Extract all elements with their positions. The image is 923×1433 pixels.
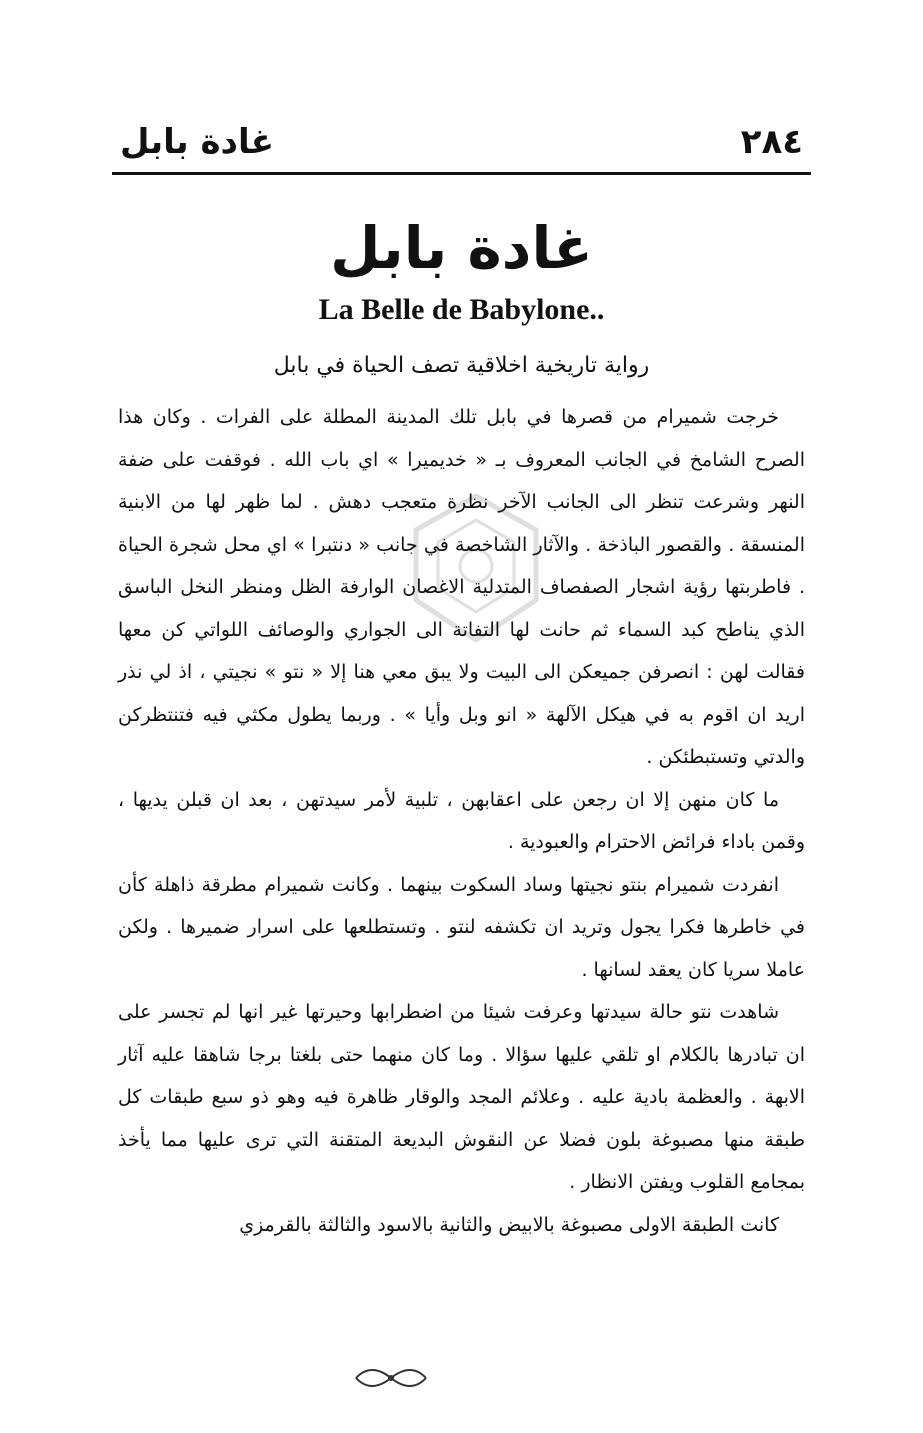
body-text	[118, 396, 805, 1246]
running-head	[120, 112, 803, 172]
paragraph: انفردت شميرام بنتو نجيتها وساد السكوت بينهما . وكانت شميرام مطرقة ذاهلة كأن في خاطرها فكرا يجول وتريد ان تكشفه لنتو . وتستطلعها على اسرار ضميرها . ولكن عاملا سريا كان يعقد لسانها .	[118, 873, 805, 981]
paragraph: شاهدت نتو حالة سيدتها وعرفت شيئا من اضطرابها وحيرتها غير انها لم تجسر على ان تبادرها بالكلام او تلقي عليها سؤالا . وما كان منهما حتى بلغتا برجا شاهقا عليه آثار الابهة . والعظمة بادية عليه . وعلائم المجد والوقار ظاهرة فيه وهو ذو سبع طبقات كل طبقة منها مصبوغة بلون فضلا عن النقوش البديعة المتقنة التي ترى عليها مما يأخذ بمجامع القلوب ويفتن الانظار .	[118, 1001, 805, 1193]
header-rule	[112, 172, 811, 175]
paragraph: خرجت شميرام من قصرها في بابل تلك المدينة المطلة على الفرات . وكان هذا الصرح الشامخ في الجانب المعروف بـ « خديميرا » اي باب الله . فوقفت على ضفة النهر وشرعت تنظر الى الجانب الآخر نظرة متعجب دهش . لما ظهر لها من الابنية المنسقة . والقصور الباذخة . والآثار الشاخصة في جانب « دنتبرا » اي محل شجرة الحياة . فاطربتها رؤية اشجار الصفصاف المتدلية الاغصان الوارفة الظل ومنظر النخل الباسق الذي يناطح كبد السماء ثم حانت لها التفاتة الى الجواري والوصائف اللواتي كن معها فقالت لهن : انصرفن جميعكن الى البيت ولا يبق معي هنا إلا « نتو » نجيتي ، اذ لي نذر اريد ان اقوم به في هيكل الآلهة « انو وبل وأيا » . وربما يطول مكثي فيه فتنتظركن والدتي وتستبطئكن .	[118, 406, 805, 768]
ornament-icon	[346, 1358, 436, 1398]
page-number: ٢٨٤	[740, 122, 803, 162]
paragraph: كانت الطبقة الاولى مصبوغة بالابيض والثانية بالاسود والثالثة بالقرمزي	[239, 1213, 779, 1236]
chapter-title: غادة بابل	[330, 214, 593, 282]
latin-title: La Belle de Babylone..	[318, 293, 605, 326]
paragraph: ما كان منهن إلا ان رجعن على اعقابهن ، تلبية لأمر سيدتهن ، بعد ان قبلن يديها ، وقمن باداء فرائض الاحترام والعبودية .	[118, 788, 805, 853]
running-title: غادة بابل	[120, 122, 274, 162]
subtitle: رواية تاريخية اخلاقية تصف الحياة في بابل	[273, 353, 650, 378]
